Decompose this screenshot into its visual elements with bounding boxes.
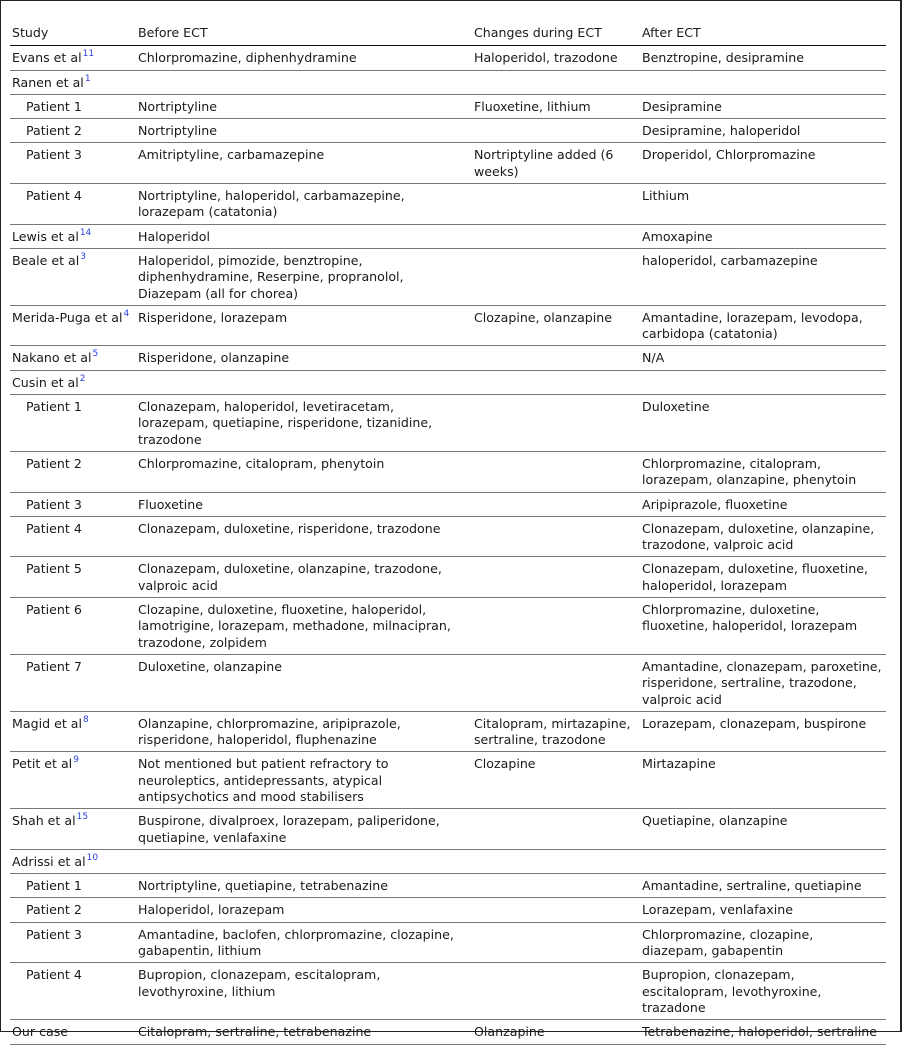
cell-study bbox=[10, 370, 136, 394]
table-row bbox=[10, 94, 886, 118]
cell-changes-during-ect bbox=[472, 922, 640, 963]
cell-study bbox=[10, 248, 136, 305]
table-header bbox=[10, 21, 886, 46]
cell-study bbox=[10, 809, 136, 850]
cell-changes-during-ect: Olanzapine bbox=[472, 1020, 640, 1044]
cell-study bbox=[10, 224, 136, 248]
table-row bbox=[10, 305, 886, 346]
header-row bbox=[10, 21, 886, 46]
cell-changes-during-ect bbox=[472, 248, 640, 305]
reference-link[interactable]: 14 bbox=[79, 227, 92, 238]
cell-study bbox=[10, 70, 136, 94]
cell-changes-during-ect bbox=[472, 119, 640, 143]
table-row bbox=[10, 654, 886, 711]
study-name: Patient 2 bbox=[26, 902, 82, 918]
cell-study bbox=[10, 963, 136, 1020]
table-row bbox=[10, 346, 886, 370]
cell-changes-during-ect bbox=[472, 346, 640, 370]
cell-after-ect: Lorazepam, venlafaxine bbox=[640, 898, 886, 922]
cell-study bbox=[10, 46, 136, 70]
medication-table bbox=[10, 21, 886, 1045]
cell-after-ect: Lithium bbox=[640, 184, 886, 225]
cell-changes-during-ect: Fluoxetine, lithium bbox=[472, 94, 640, 118]
table-row bbox=[10, 874, 886, 898]
study-name: Adrissi et al bbox=[12, 853, 86, 869]
cell-before-ect: Citalopram, sertraline, tetrabenazine bbox=[136, 1020, 472, 1044]
cell-study bbox=[10, 898, 136, 922]
cell-changes-during-ect: Nortriptyline added (6 weeks) bbox=[472, 143, 640, 184]
cell-changes-during-ect bbox=[472, 654, 640, 711]
cell-changes-during-ect bbox=[472, 395, 640, 452]
table-row bbox=[10, 70, 886, 94]
cell-before-ect: Risperidone, lorazepam bbox=[136, 305, 472, 346]
cell-after-ect: N/A bbox=[640, 346, 886, 370]
study-name: Petit et al bbox=[12, 756, 73, 772]
cell-before-ect: Clonazepam, haloperidol, levetiracetam, lorazepam, quetiapine, risperidone, tizanidine, trazodone bbox=[136, 395, 472, 452]
study-name: Patient 1 bbox=[26, 399, 82, 415]
cell-after-ect: Bupropion, clonazepam, escitalopram, levothyroxine, trazadone bbox=[640, 963, 886, 1020]
cell-after-ect: Droperidol, Chlorpromazine bbox=[640, 143, 886, 184]
study-name: Patient 5 bbox=[26, 561, 82, 577]
study-name: Patient 4 bbox=[26, 188, 82, 204]
cell-changes-during-ect: Clozapine, olanzapine bbox=[472, 305, 640, 346]
cell-study bbox=[10, 752, 136, 809]
cell-before-ect: Clonazepam, duloxetine, olanzapine, trazodone, valproic acid bbox=[136, 557, 472, 598]
table-row bbox=[10, 143, 886, 184]
study-name: Beale et al bbox=[12, 252, 80, 268]
cell-study bbox=[10, 598, 136, 655]
cell-after-ect: Desipramine, haloperidol bbox=[640, 119, 886, 143]
cell-after-ect: Duloxetine bbox=[640, 395, 886, 452]
cell-before-ect: Buspirone, divalproex, lorazepam, paliperidone, quetiapine, venlafaxine bbox=[136, 809, 472, 850]
cell-before-ect: Haloperidol, pimozide, benztropine, diphenhydramine, Reserpine, propranolol, Diazepam (all for chorea) bbox=[136, 248, 472, 305]
study-name: Patient 1 bbox=[26, 878, 82, 894]
table-row bbox=[10, 711, 886, 752]
cell-before-ect: Haloperidol, lorazepam bbox=[136, 898, 472, 922]
cell-study bbox=[10, 184, 136, 225]
cell-before-ect: Clonazepam, duloxetine, risperidone, trazodone bbox=[136, 516, 472, 557]
study-name: Patient 3 bbox=[26, 496, 82, 512]
cell-changes-during-ect bbox=[472, 849, 640, 873]
cell-changes-during-ect bbox=[472, 451, 640, 492]
cell-before-ect: Not mentioned but patient refractory to neuroleptics, antidepressants, atypical antipsychotics and mood stabilisers bbox=[136, 752, 472, 809]
cell-changes-during-ect bbox=[472, 557, 640, 598]
cell-after-ect: Amantadine, clonazepam, paroxetine, risperidone, sertraline, trazodone, valproic acid bbox=[640, 654, 886, 711]
cell-before-ect: Chlorpromazine, citalopram, phenytoin bbox=[136, 451, 472, 492]
cell-before-ect: Nortriptyline, quetiapine, tetrabenazine bbox=[136, 874, 472, 898]
cell-before-ect: Fluoxetine bbox=[136, 492, 472, 516]
cell-changes-during-ect bbox=[472, 598, 640, 655]
cell-study bbox=[10, 94, 136, 118]
table-row bbox=[10, 922, 886, 963]
reference-link[interactable]: 2 bbox=[79, 373, 86, 384]
cell-after-ect: Lorazepam, clonazepam, buspirone bbox=[640, 711, 886, 752]
table-row bbox=[10, 752, 886, 809]
cell-after-ect: Chlorpromazine, citalopram, lorazepam, olanzapine, phenytoin bbox=[640, 451, 886, 492]
reference-link[interactable]: 9 bbox=[73, 755, 79, 766]
reference-link[interactable]: 4 bbox=[123, 308, 130, 319]
table-row bbox=[10, 557, 886, 598]
study-name: Patient 4 bbox=[26, 967, 82, 983]
cell-changes-during-ect bbox=[472, 224, 640, 248]
table-row bbox=[10, 598, 886, 655]
cell-before-ect: Clozapine, duloxetine, fluoxetine, haloperidol, lamotrigine, lorazepam, methadone, milnacipran, trazodone, zolpidem bbox=[136, 598, 472, 655]
cell-after-ect: Mirtazapine bbox=[640, 752, 886, 809]
cell-before-ect bbox=[136, 849, 472, 873]
table-row bbox=[10, 395, 886, 452]
table-row bbox=[10, 516, 886, 557]
cell-study bbox=[10, 346, 136, 370]
study-name: Lewis et al bbox=[12, 228, 79, 244]
cell-changes-during-ect bbox=[472, 184, 640, 225]
study-name: Shah et al bbox=[12, 813, 76, 829]
header-after-ect: After ECT bbox=[640, 21, 886, 46]
table-row bbox=[10, 451, 886, 492]
cell-changes-during-ect bbox=[472, 370, 640, 394]
cell-after-ect: Amantadine, lorazepam, levodopa, carbidopa (catatonia) bbox=[640, 305, 886, 346]
study-name: Patient 4 bbox=[26, 520, 82, 536]
cell-study bbox=[10, 874, 136, 898]
cell-changes-during-ect: Haloperidol, trazodone bbox=[472, 46, 640, 70]
study-name: Evans et al bbox=[12, 50, 82, 66]
cell-changes-during-ect bbox=[472, 898, 640, 922]
study-name: Patient 3 bbox=[26, 147, 82, 163]
cell-before-ect bbox=[136, 370, 472, 394]
reference-link[interactable]: 11 bbox=[82, 49, 95, 60]
study-name: Our case bbox=[12, 1024, 69, 1040]
cell-study bbox=[10, 922, 136, 963]
cell-after-ect: Chlorpromazine, clozapine, diazepam, gabapentin bbox=[640, 922, 886, 963]
cell-study bbox=[10, 451, 136, 492]
cell-after-ect: Chlorpromazine, duloxetine, fluoxetine, haloperidol, lorazepam bbox=[640, 598, 886, 655]
study-name: Ranen et al bbox=[12, 74, 84, 90]
cell-before-ect: Amitriptyline, carbamazepine bbox=[136, 143, 472, 184]
study-name: Patient 7 bbox=[26, 658, 82, 674]
study-name: Patient 6 bbox=[26, 602, 82, 618]
cell-after-ect bbox=[640, 849, 886, 873]
cell-before-ect: Nortriptyline, haloperidol, carbamazepine, lorazepam (catatonia) bbox=[136, 184, 472, 225]
cell-study bbox=[10, 492, 136, 516]
reference-link[interactable]: 10 bbox=[86, 852, 99, 863]
cell-study bbox=[10, 395, 136, 452]
table-row bbox=[10, 809, 886, 850]
header-study: Study bbox=[10, 21, 136, 46]
cell-changes-during-ect: Clozapine bbox=[472, 752, 640, 809]
table-row bbox=[10, 492, 886, 516]
cell-before-ect: Risperidone, olanzapine bbox=[136, 346, 472, 370]
cell-study bbox=[10, 849, 136, 873]
table-body bbox=[10, 46, 886, 1044]
cell-after-ect: Amoxapine bbox=[640, 224, 886, 248]
cell-before-ect: Chlorpromazine, diphenhydramine bbox=[136, 46, 472, 70]
reference-link[interactable]: 5 bbox=[92, 349, 99, 360]
study-name: Nakano et al bbox=[12, 350, 92, 366]
cell-before-ect: Duloxetine, olanzapine bbox=[136, 654, 472, 711]
cell-study bbox=[10, 516, 136, 557]
reference-link[interactable]: 15 bbox=[76, 812, 89, 823]
cell-after-ect: Clonazepam, duloxetine, fluoxetine, haloperidol, lorazepam bbox=[640, 557, 886, 598]
table-row bbox=[10, 119, 886, 143]
study-name: Cusin et al bbox=[12, 374, 79, 390]
cell-after-ect: Aripiprazole, fluoxetine bbox=[640, 492, 886, 516]
table-row bbox=[10, 248, 886, 305]
cell-changes-during-ect bbox=[472, 809, 640, 850]
study-name: Magid et al bbox=[12, 715, 82, 731]
cell-before-ect: Haloperidol bbox=[136, 224, 472, 248]
table-row bbox=[10, 224, 886, 248]
cell-changes-during-ect bbox=[472, 70, 640, 94]
cell-changes-during-ect bbox=[472, 874, 640, 898]
study-name: Patient 1 bbox=[26, 98, 82, 114]
header-before-ect: Before ECT bbox=[136, 21, 472, 46]
table-row bbox=[10, 963, 886, 1020]
cell-after-ect: Desipramine bbox=[640, 94, 886, 118]
table-row bbox=[10, 370, 886, 394]
cell-after-ect bbox=[640, 370, 886, 394]
cell-before-ect: Amantadine, baclofen, chlorpromazine, clozapine, gabapentin, lithium bbox=[136, 922, 472, 963]
cell-after-ect: Clonazepam, duloxetine, olanzapine, trazodone, valproic acid bbox=[640, 516, 886, 557]
cell-after-ect: Amantadine, sertraline, quetiapine bbox=[640, 874, 886, 898]
reference-link[interactable]: 8 bbox=[82, 714, 89, 725]
cell-before-ect: Bupropion, clonazepam, escitalopram, levothyroxine, lithium bbox=[136, 963, 472, 1020]
study-name: Patient 3 bbox=[26, 926, 82, 942]
cell-after-ect: haloperidol, carbamazepine bbox=[640, 248, 886, 305]
cell-after-ect: Benztropine, desipramine bbox=[640, 46, 886, 70]
cell-after-ect: Quetiapine, olanzapine bbox=[640, 809, 886, 850]
reference-link[interactable]: 3 bbox=[80, 251, 86, 262]
cell-study bbox=[10, 143, 136, 184]
cell-after-ect: Tetrabenazine, haloperidol, sertraline bbox=[640, 1020, 886, 1044]
reference-link[interactable]: 1 bbox=[84, 73, 91, 84]
table-row bbox=[10, 849, 886, 873]
study-name: Patient 2 bbox=[26, 455, 82, 471]
cell-study bbox=[10, 654, 136, 711]
cell-changes-during-ect bbox=[472, 963, 640, 1020]
header-changes-during-ect: Changes during ECT bbox=[472, 21, 640, 46]
cell-study bbox=[10, 711, 136, 752]
cell-changes-during-ect: Citalopram, mirtazapine, sertraline, trazodone bbox=[472, 711, 640, 752]
study-name: Merida-Puga et al bbox=[12, 309, 123, 325]
cell-after-ect bbox=[640, 70, 886, 94]
cell-before-ect: Nortriptyline bbox=[136, 94, 472, 118]
table-row bbox=[10, 184, 886, 225]
cell-changes-during-ect bbox=[472, 492, 640, 516]
cell-changes-during-ect bbox=[472, 516, 640, 557]
cell-before-ect bbox=[136, 70, 472, 94]
cell-study bbox=[10, 119, 136, 143]
cell-before-ect: Nortriptyline bbox=[136, 119, 472, 143]
table-row bbox=[10, 46, 886, 70]
table-row bbox=[10, 898, 886, 922]
cell-before-ect: Olanzapine, chlorpromazine, aripiprazole, risperidone, haloperidol, fluphenazine bbox=[136, 711, 472, 752]
study-name: Patient 2 bbox=[26, 123, 82, 139]
cell-study bbox=[10, 305, 136, 346]
cell-study bbox=[10, 557, 136, 598]
